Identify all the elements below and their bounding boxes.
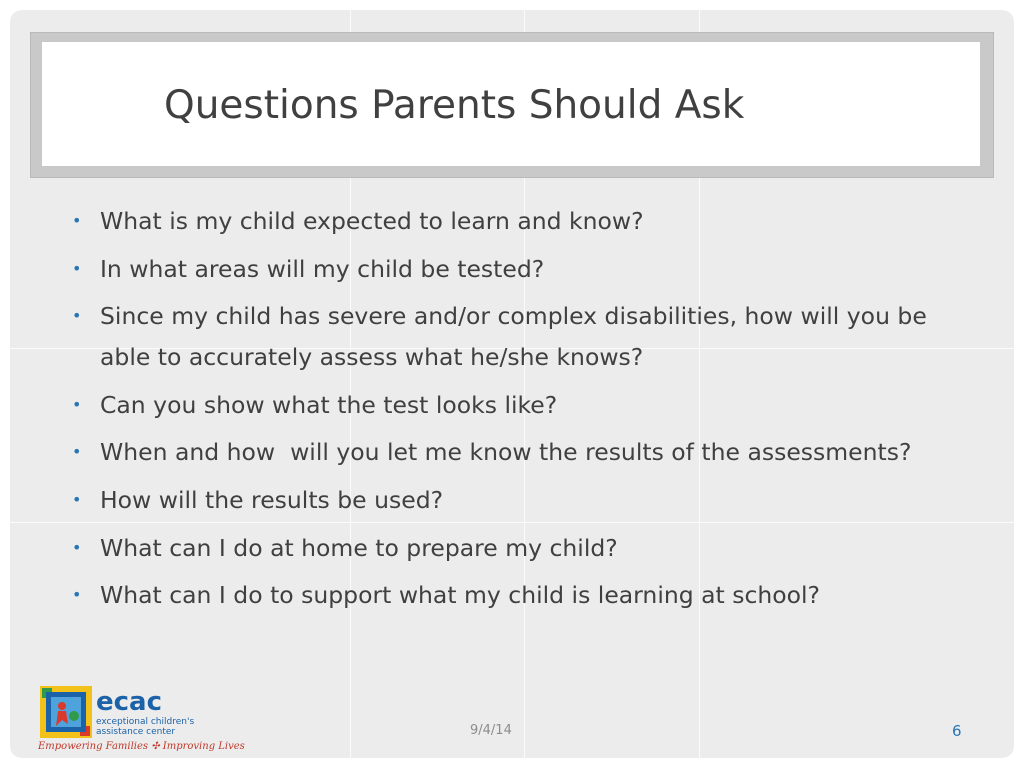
bullet-item	[70, 296, 970, 377]
bullet-icon: •	[72, 585, 82, 605]
bullet-item	[70, 249, 970, 290]
bullet-icon: •	[72, 258, 82, 278]
logo-wordmark	[38, 687, 245, 758]
bullet-text: What can I do at home to prepare my child?	[100, 533, 618, 562]
bullet-item	[70, 528, 970, 569]
slide-title: Questions Parents Should Ask	[164, 83, 745, 128]
bullet-icon: •	[72, 306, 82, 326]
bullet-icon: •	[72, 442, 82, 462]
bullet-text: Since my child has severe and/or complex disabilities, how will you be able to accurately assess what he/she knows?	[100, 302, 927, 371]
bullet-text: How will the results be used?	[100, 485, 444, 514]
bullet-item	[70, 480, 970, 521]
bullet-icon: •	[72, 537, 82, 557]
bullet-icon: •	[72, 394, 82, 414]
bullet-text: In what areas will my child be tested?	[100, 254, 545, 283]
bullet-item	[70, 575, 970, 616]
bullet-item	[70, 432, 970, 473]
logo-line2: assistance center	[96, 727, 176, 737]
logo-tagline: Empowering Families ✣ Improving Lives	[38, 741, 245, 752]
bullet-text: What is my child expected to learn and know?	[100, 207, 644, 235]
ecac-logo	[38, 684, 245, 756]
bullet-item	[70, 201, 970, 242]
footer-date: 9/4/14	[470, 723, 512, 738]
bullet-text: Can you show what the test looks like?	[100, 390, 558, 419]
bullet-icon: •	[72, 489, 82, 509]
bullet-text: When and how will you let me know the results of the assessments?	[100, 438, 912, 467]
logo-name: ecac	[96, 687, 163, 717]
bullet-icon: •	[72, 211, 82, 230]
bullet-text: What can I do to support what my child is learning at school?	[100, 581, 821, 610]
bullet-list	[70, 201, 970, 623]
page-number: 6	[952, 722, 962, 740]
logo-line1: exceptional children's	[96, 717, 195, 727]
bullet-item	[70, 385, 970, 426]
